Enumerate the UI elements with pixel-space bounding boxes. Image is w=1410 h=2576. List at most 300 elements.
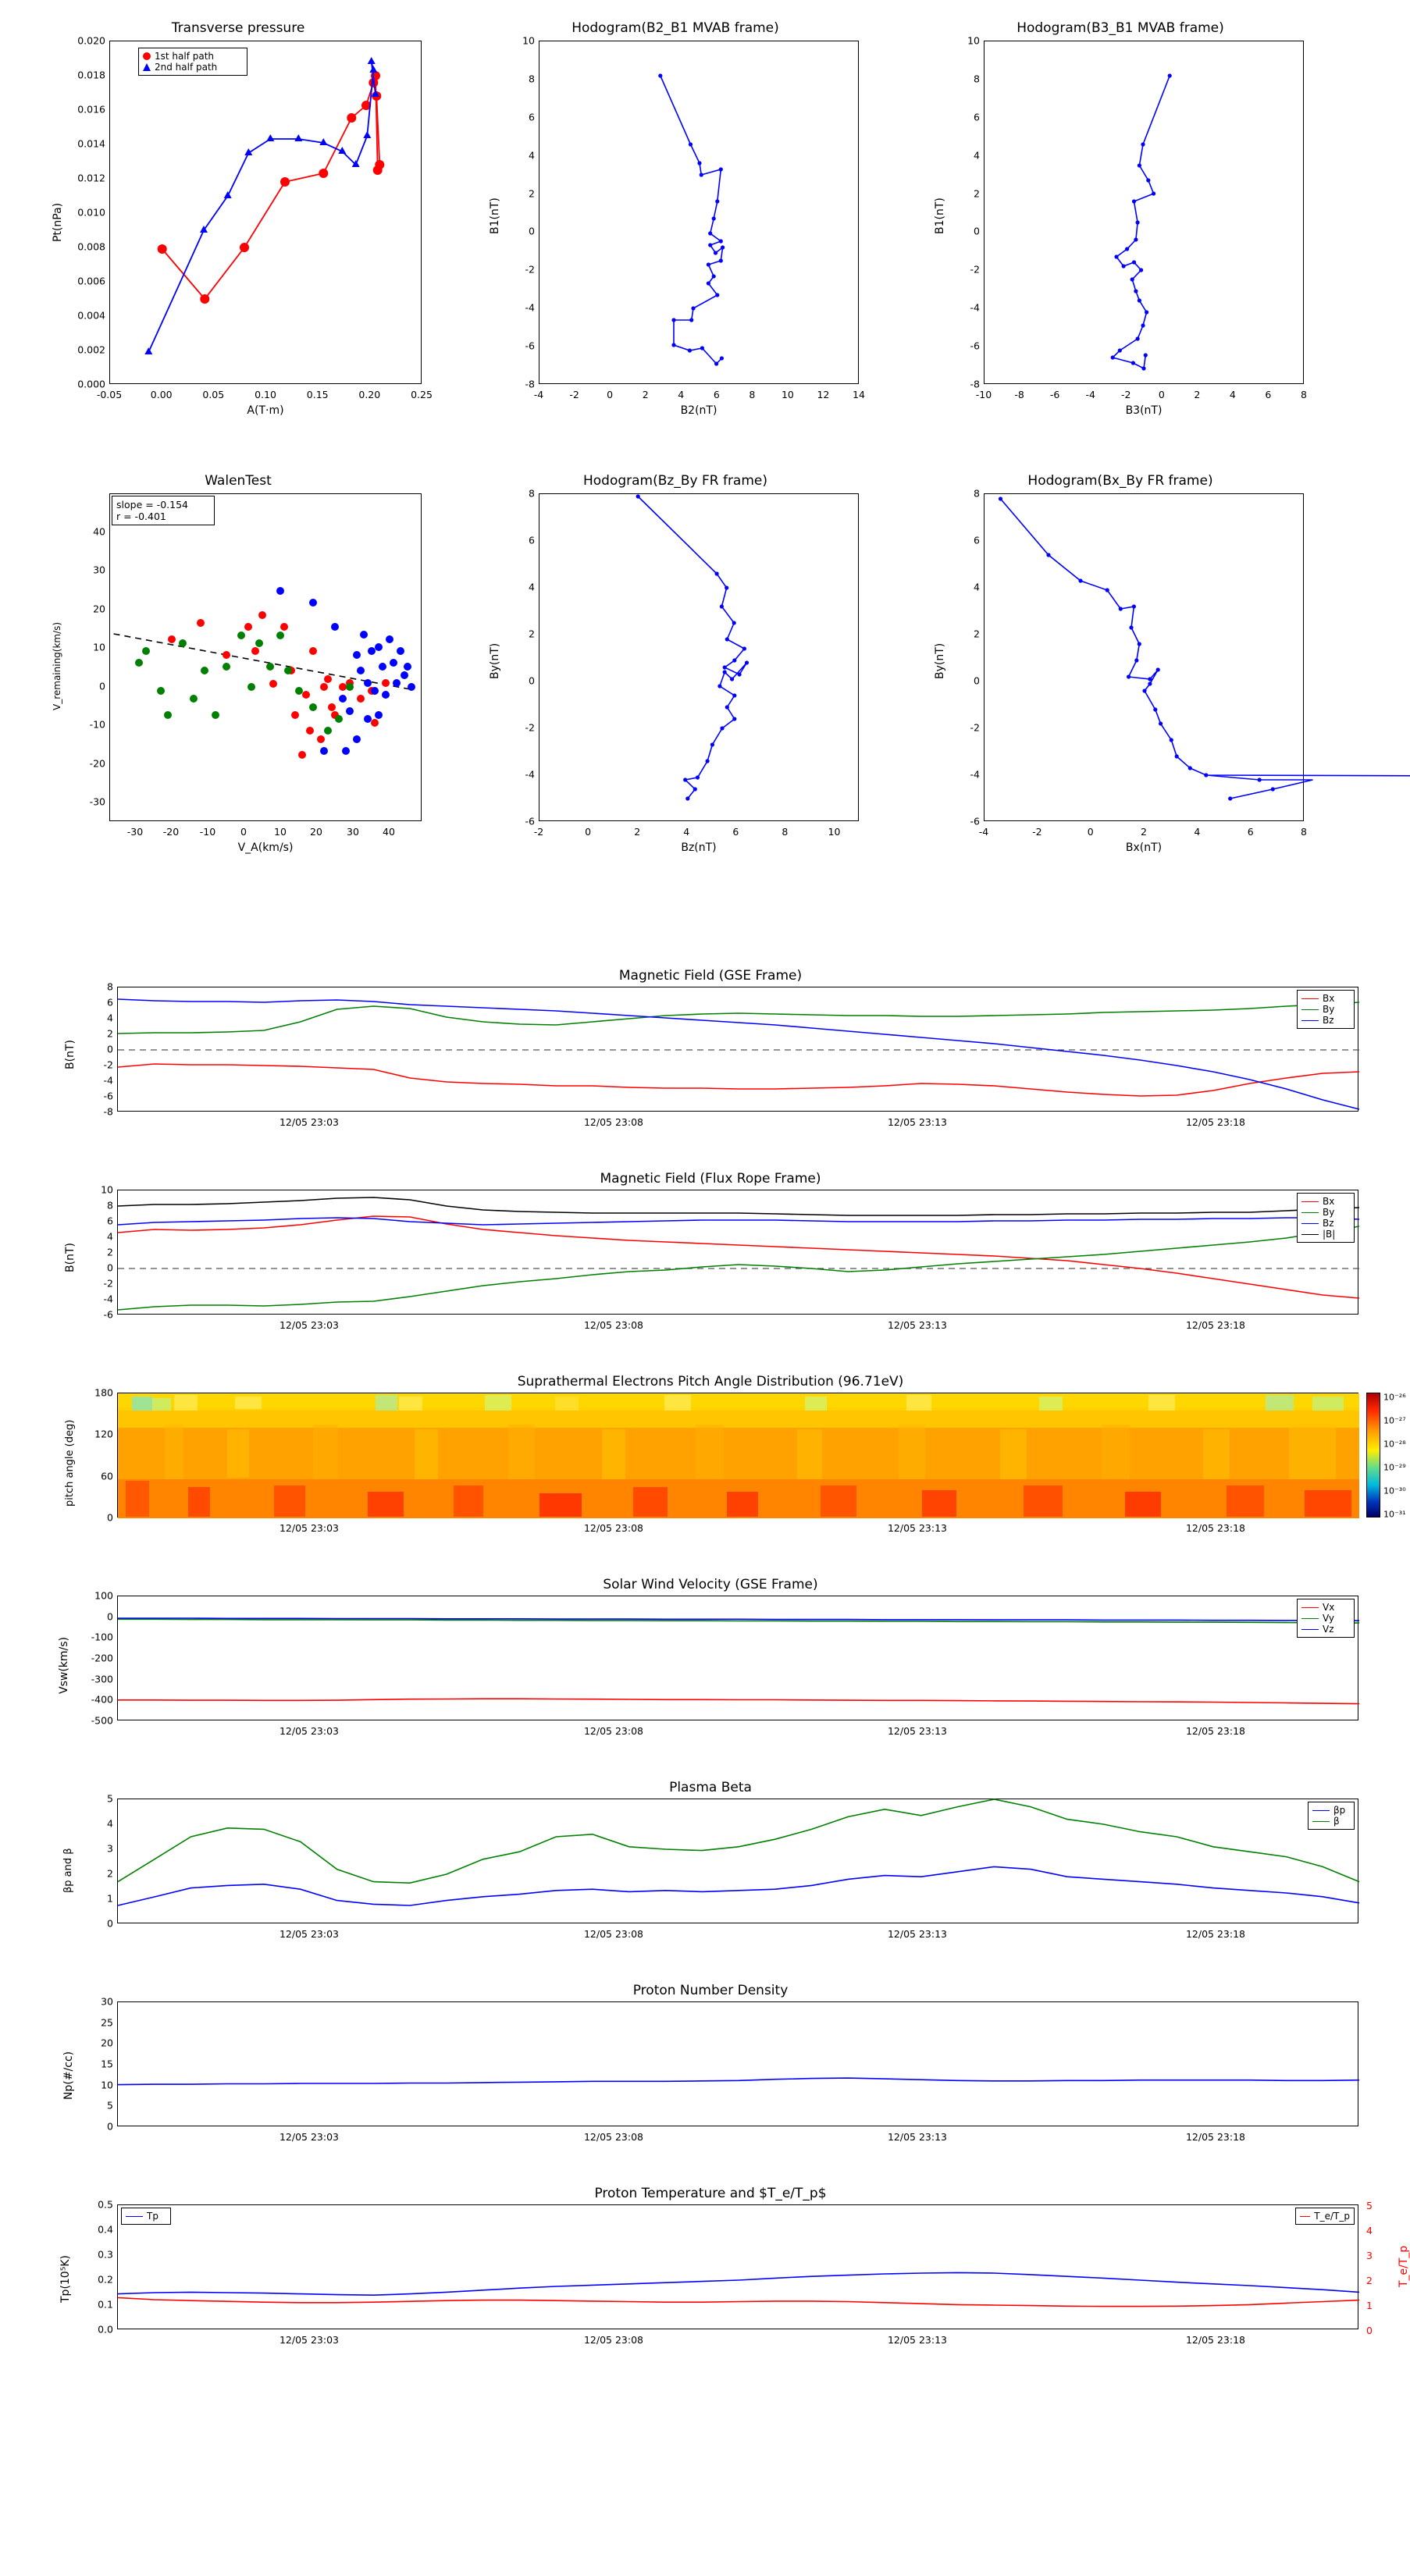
x-axis-label: Bz(nT) <box>681 841 717 854</box>
x-tick: 12/05 23:13 <box>887 1725 948 1737</box>
legend-line <box>1301 1020 1319 1021</box>
y-tick: 4 <box>974 581 980 593</box>
y-tick: 4 <box>529 581 535 593</box>
slope-text: slope = -0.154 <box>116 499 188 511</box>
x-axis-label: B3(nT) <box>1125 404 1163 417</box>
panel-transverse-pressure <box>31 16 445 422</box>
y-axis-label: By(nT) <box>489 642 501 679</box>
colorbar <box>1366 1393 1380 1517</box>
x-tick: 0.10 <box>255 389 276 400</box>
x-tick: 4 <box>678 389 685 400</box>
legend-label: Bz <box>1323 1218 1334 1229</box>
legend-label: βp <box>1333 1805 1346 1816</box>
y-tick: 0.012 <box>77 172 105 184</box>
x-tick: 2 <box>642 389 649 400</box>
legend-label: 1st half path <box>155 51 215 62</box>
y-tick: 2 <box>107 1027 113 1040</box>
x-tick: 12/05 23:03 <box>279 1319 340 1331</box>
y-tick: 0 <box>99 680 105 692</box>
y-tick: 4 <box>107 1012 113 1024</box>
y-tick: 0 <box>974 225 980 237</box>
y-tick: -10 <box>89 718 105 731</box>
y-tick: -2 <box>525 721 535 734</box>
y-axis-label: Vsw(km/s) <box>58 1636 70 1694</box>
x-tick: 0.00 <box>150 389 173 400</box>
x-tick: 12/05 23:18 <box>1185 1725 1246 1737</box>
y-tick: 30 <box>101 1995 113 2008</box>
x-tick: 12/05 23:08 <box>583 1319 644 1331</box>
legend-item <box>1312 1816 1350 1827</box>
y-tick: 0.016 <box>77 103 105 116</box>
y-tick: -4 <box>103 1074 113 1087</box>
y-tick: 25 <box>101 2016 113 2029</box>
x-tick: 12/05 23:03 <box>279 2334 340 2346</box>
y-tick: 6 <box>107 1215 113 1227</box>
y-tick: -20 <box>89 757 105 770</box>
legend-label: Vz <box>1323 1624 1334 1635</box>
y-tick: 4 <box>107 1817 113 1830</box>
y-tick: -400 <box>91 1693 113 1706</box>
legend-item <box>1301 1004 1350 1015</box>
x-tick: -4 <box>533 389 544 400</box>
y-tick-right: 1 <box>1366 2300 1373 2311</box>
x-tick: 10 <box>828 826 841 838</box>
y-tick: 10 <box>101 2079 113 2091</box>
plot-area <box>117 987 1358 1112</box>
y-tick: 10 <box>93 641 105 653</box>
y-tick: 2 <box>974 187 980 200</box>
legend-item <box>143 51 243 62</box>
y-tick: 6 <box>529 534 535 546</box>
y-tick: -6 <box>525 815 535 827</box>
y-axis-label-right: T_e/T_p <box>1398 2245 1410 2287</box>
y-tick: -2 <box>103 1277 113 1290</box>
x-tick: 12/05 23:13 <box>887 1116 948 1128</box>
y-tick: 0.0 <box>98 2323 113 2336</box>
x-tick: 10 <box>781 389 794 400</box>
y-tick: 0.4 <box>98 2223 113 2236</box>
y-axis-label: βp and β <box>62 1848 74 1893</box>
legend-item <box>1301 1218 1350 1229</box>
x-tick: -4 <box>978 826 989 838</box>
legend-label: β <box>1333 1816 1340 1827</box>
y-tick: 4 <box>974 149 980 162</box>
colorbar-tick: 10⁻³⁰ <box>1383 1485 1406 1496</box>
panel-hodogram-b2-b1 <box>468 16 882 422</box>
panel-suprathermal-electrons-pad <box>47 1374 1406 1553</box>
legend <box>138 48 247 76</box>
x-tick: 12/05 23:08 <box>583 1928 644 1940</box>
panel-title: Hodogram(Bx_By FR frame) <box>1027 473 1213 489</box>
legend-label: Bx <box>1323 993 1335 1004</box>
y-tick: 8 <box>529 73 535 85</box>
x-tick: 8 <box>1301 826 1307 838</box>
y-tick: 2 <box>107 1246 113 1258</box>
y-tick: -4 <box>970 301 980 314</box>
legend-item <box>1301 1624 1350 1635</box>
x-tick: 12/05 23:18 <box>1185 1522 1246 1534</box>
y-tick: 0.5 <box>98 2198 113 2211</box>
x-tick: 12/05 23:18 <box>1185 1116 1246 1128</box>
legend-line <box>1300 2216 1310 2217</box>
y-tick: -2 <box>970 263 980 276</box>
y-tick: -6 <box>970 340 980 352</box>
y-tick: 180 <box>94 1386 113 1399</box>
y-tick: 0.1 <box>98 2298 113 2311</box>
legend-label: Vx <box>1323 1602 1335 1613</box>
y-tick: -6 <box>525 340 535 352</box>
legend-label: By <box>1323 1004 1335 1015</box>
panel-magnetic-field-flux-rope <box>47 1171 1374 1350</box>
panel-title: Proton Temperature and $T_e/T_p$ <box>594 2186 827 2201</box>
panel-title: Plasma Beta <box>669 1780 752 1795</box>
y-tick: 60 <box>101 1470 113 1482</box>
legend-label: 2nd half path <box>155 62 218 73</box>
y-tick: -2 <box>525 263 535 276</box>
y-tick: 120 <box>94 1428 113 1440</box>
x-tick: 30 <box>347 826 359 838</box>
legend-item <box>1301 1229 1350 1240</box>
y-tick: 8 <box>529 487 535 500</box>
x-tick: 10 <box>274 826 287 838</box>
y-tick-right: 4 <box>1366 2225 1373 2236</box>
y-tick: -4 <box>525 301 535 314</box>
r-text: r = -0.401 <box>116 511 166 522</box>
y-axis-label: B1(nT) <box>934 197 946 234</box>
x-tick: 12/05 23:13 <box>887 1928 948 1940</box>
panel-hodogram-bz-by <box>468 468 882 874</box>
legend <box>1308 1802 1355 1830</box>
legend-left <box>121 2208 171 2225</box>
x-tick: -2 <box>533 826 544 838</box>
panel-title: Proton Number Density <box>632 1983 789 1998</box>
legend-line <box>1312 1810 1330 1811</box>
y-tick: 0 <box>107 1511 113 1524</box>
x-tick: 12/05 23:18 <box>1185 2131 1246 2143</box>
y-tick: 8 <box>107 1199 113 1212</box>
panel-title: Hodogram(Bz_By FR frame) <box>582 473 768 489</box>
legend <box>1297 1599 1355 1638</box>
colorbar-tick: 10⁻²⁷ <box>1383 1415 1406 1426</box>
x-tick: 12/05 23:13 <box>887 1522 948 1534</box>
plot-area <box>984 41 1304 384</box>
x-tick: 4 <box>1229 389 1236 400</box>
x-tick: 12/05 23:18 <box>1185 1928 1246 1940</box>
x-tick: 12/05 23:03 <box>279 1928 340 1940</box>
legend-label: Bx <box>1323 1196 1335 1207</box>
y-axis-label: V_remaining(km/s) <box>52 621 62 710</box>
y-tick: 8 <box>974 73 980 85</box>
y-tick: -4 <box>525 768 535 781</box>
y-tick: -4 <box>970 768 980 781</box>
x-tick: 12 <box>817 389 830 400</box>
x-tick: 0.25 <box>411 389 433 400</box>
y-axis-label: Pt(nPa) <box>52 202 64 242</box>
x-tick: 12/05 23:18 <box>1185 1319 1246 1331</box>
y-tick-right: 5 <box>1366 2200 1373 2211</box>
y-tick: 0.006 <box>77 275 105 287</box>
x-tick: 0.05 <box>202 389 225 400</box>
x-tick: 0 <box>240 826 247 838</box>
x-tick: -10 <box>199 826 216 838</box>
y-axis-label: B1(nT) <box>489 197 501 234</box>
panel-hodogram-b3-b1 <box>913 16 1327 422</box>
y-tick: 3 <box>107 1842 113 1855</box>
y-tick-right: 0 <box>1366 2325 1373 2336</box>
x-tick: 8 <box>1301 389 1307 400</box>
plot-area <box>117 1190 1358 1315</box>
x-tick: 20 <box>310 826 322 838</box>
x-tick: 6 <box>732 826 739 838</box>
legend-item <box>1301 1613 1350 1624</box>
legend-label: T_e/T_p <box>1314 2211 1350 2222</box>
y-axis-label: B(nT) <box>64 1243 77 1272</box>
x-tick: -2 <box>1120 389 1131 400</box>
x-tick: -2 <box>1032 826 1042 838</box>
x-tick: 12/05 23:08 <box>583 1522 644 1534</box>
x-axis-label: A(T·m) <box>247 404 284 417</box>
y-tick: 2 <box>974 628 980 640</box>
legend-label: Bz <box>1323 1015 1334 1026</box>
y-tick: 8 <box>107 980 113 993</box>
x-tick: 12/05 23:03 <box>279 1116 340 1128</box>
y-tick: 100 <box>94 1589 113 1602</box>
x-tick: 2 <box>1194 389 1201 400</box>
x-tick: 12/05 23:08 <box>583 1116 644 1128</box>
y-tick: 0 <box>529 674 535 687</box>
panel-solar-wind-velocity <box>47 1577 1374 1756</box>
legend-item <box>1301 1196 1350 1207</box>
legend-item <box>1312 1805 1350 1816</box>
y-tick: -8 <box>525 378 535 390</box>
panel-magnetic-field-gse <box>47 968 1374 1147</box>
panel-hodogram-bx-by <box>913 468 1327 874</box>
y-tick: 1 <box>107 1892 113 1905</box>
x-tick: 2 <box>634 826 641 838</box>
legend-item <box>126 2211 166 2222</box>
y-tick: -8 <box>103 1105 113 1118</box>
x-tick: 6 <box>713 389 720 400</box>
legend-item <box>1300 2211 1350 2222</box>
colorbar-tick: 10⁻³¹ <box>1383 1509 1406 1520</box>
y-tick: 0.008 <box>77 240 105 253</box>
y-tick: 0.010 <box>77 206 105 219</box>
y-tick: 4 <box>529 149 535 162</box>
x-tick: 40 <box>383 826 395 838</box>
x-tick: -10 <box>975 389 992 400</box>
y-tick: -100 <box>91 1631 113 1643</box>
x-tick: 14 <box>853 389 865 400</box>
y-tick: 2 <box>529 187 535 200</box>
x-tick: 12/05 23:03 <box>279 1522 340 1534</box>
y-tick: -500 <box>91 1714 113 1727</box>
legend-item <box>1301 1602 1350 1613</box>
y-tick: -4 <box>103 1293 113 1305</box>
y-axis-label: By(nT) <box>934 642 946 679</box>
x-tick: 4 <box>1194 826 1201 838</box>
panel-title: Transverse pressure <box>171 20 305 36</box>
y-tick: 6 <box>529 111 535 123</box>
x-tick: 8 <box>782 826 789 838</box>
x-tick: 2 <box>1141 826 1147 838</box>
y-tick: 0 <box>107 1917 113 1930</box>
x-tick: -2 <box>569 389 579 400</box>
y-tick: 8 <box>974 487 980 500</box>
y-tick: 0.3 <box>98 2248 113 2261</box>
x-tick: -20 <box>162 826 180 838</box>
x-tick: 12/05 23:13 <box>887 1319 948 1331</box>
legend-line <box>1312 1821 1330 1822</box>
colorbar-tick: 10⁻²⁶ <box>1383 1392 1406 1403</box>
x-tick: 12/05 23:08 <box>583 1725 644 1737</box>
x-tick: 12/05 23:13 <box>887 2131 948 2143</box>
colorbar-tick: 10⁻²⁸ <box>1383 1439 1406 1450</box>
x-tick: -0.05 <box>96 389 123 400</box>
x-axis-label: B2(nT) <box>680 404 717 417</box>
plot-area <box>117 2204 1358 2329</box>
legend-line <box>1301 998 1319 999</box>
x-tick: 12/05 23:08 <box>583 2334 644 2346</box>
y-tick: 2 <box>107 1867 113 1880</box>
plot-area <box>109 41 422 384</box>
y-tick: -300 <box>91 1673 113 1685</box>
x-tick: 8 <box>749 389 756 400</box>
y-tick: 0 <box>107 2120 113 2133</box>
y-tick: -8 <box>970 378 980 390</box>
x-tick: 0 <box>1158 389 1165 400</box>
legend-line <box>1301 1223 1319 1224</box>
x-tick: 12/05 23:13 <box>887 2334 948 2346</box>
y-tick: 0.002 <box>77 343 105 356</box>
x-tick: 12/05 23:18 <box>1185 2334 1246 2346</box>
x-tick: 0.20 <box>358 389 381 400</box>
y-tick: 5 <box>107 1792 113 1805</box>
y-tick: -30 <box>89 795 105 808</box>
legend-right <box>1295 2208 1355 2225</box>
x-tick: 0 <box>585 826 592 838</box>
y-tick: 0.004 <box>77 309 105 322</box>
legend-line <box>126 2216 143 2217</box>
legend <box>1297 990 1355 1029</box>
y-tick: 40 <box>93 525 105 538</box>
plot-area <box>117 1596 1358 1720</box>
y-tick: 20 <box>101 2037 113 2049</box>
y-tick: 0.020 <box>77 34 105 47</box>
panel-proton-number-density <box>47 1983 1374 2162</box>
x-tick: 0 <box>1087 826 1094 838</box>
y-tick: 5 <box>107 2099 113 2112</box>
y-tick: 0.000 <box>77 378 105 390</box>
x-tick: -30 <box>126 826 144 838</box>
y-tick: 0.018 <box>77 69 105 81</box>
legend-line <box>1301 1607 1319 1608</box>
plot-area <box>539 493 859 821</box>
y-tick: -6 <box>103 1090 113 1102</box>
panel-title: Magnetic Field (Flux Rope Frame) <box>600 1171 821 1187</box>
x-tick: 0.15 <box>306 389 329 400</box>
colorbar-tick: 10⁻²⁹ <box>1383 1462 1406 1473</box>
y-axis-label: pitch angle (deg) <box>64 1419 76 1507</box>
y-tick: 0 <box>107 1261 113 1274</box>
y-tick: 0 <box>107 1610 113 1623</box>
plot-area <box>109 493 422 821</box>
plot-area <box>117 1799 1358 1923</box>
y-tick: 6 <box>107 996 113 1009</box>
x-axis-label: V_A(km/s) <box>237 841 294 854</box>
x-tick: 6 <box>1247 826 1254 838</box>
x-tick: 12/05 23:03 <box>279 1725 340 1737</box>
y-tick: 0.2 <box>98 2273 113 2286</box>
legend-line <box>1301 1618 1319 1619</box>
y-tick: -6 <box>103 1308 113 1321</box>
legend-line <box>1301 1212 1319 1213</box>
legend-line <box>1301 1009 1319 1010</box>
y-tick: 4 <box>107 1230 113 1243</box>
legend-label: By <box>1323 1207 1335 1218</box>
legend-label: |B| <box>1323 1229 1336 1240</box>
y-tick: 6 <box>974 111 980 123</box>
plot-area <box>117 1393 1358 1517</box>
y-tick: -2 <box>103 1059 113 1071</box>
legend-marker-triangle <box>143 63 151 71</box>
x-tick: 4 <box>683 826 690 838</box>
y-tick: 10 <box>101 1183 113 1196</box>
legend-item <box>1301 993 1350 1004</box>
y-tick: 0 <box>529 225 535 237</box>
y-tick: 6 <box>974 534 980 546</box>
panel-walen-test <box>31 468 445 874</box>
y-tick: 0 <box>107 1043 113 1055</box>
legend-item <box>1301 1015 1350 1026</box>
y-axis-label: Np(#/cc) <box>62 2051 75 2100</box>
y-tick-right: 2 <box>1366 2275 1373 2286</box>
walen-annotation <box>112 496 215 525</box>
legend-line <box>1301 1201 1319 1202</box>
panel-title: Magnetic Field (GSE Frame) <box>618 968 803 984</box>
panel-plasma-beta <box>47 1780 1374 1959</box>
plot-area <box>984 493 1304 821</box>
panel-proton-temperature <box>47 2186 1410 2381</box>
panel-title: WalenTest <box>205 473 272 489</box>
legend-item <box>143 62 243 73</box>
x-tick: 12/05 23:08 <box>583 2131 644 2143</box>
panel-title: Hodogram(B3_B1 MVAB frame) <box>1017 20 1224 36</box>
y-tick: 10 <box>522 34 535 47</box>
legend-line <box>1301 1234 1319 1235</box>
y-tick: 30 <box>93 564 105 576</box>
x-tick: 12/05 23:03 <box>279 2131 340 2143</box>
plot-area <box>117 2001 1358 2126</box>
y-tick: 15 <box>101 2058 113 2070</box>
y-tick: 2 <box>529 628 535 640</box>
y-tick: -6 <box>970 815 980 827</box>
x-axis-label: Bx(nT) <box>1125 841 1163 854</box>
legend-marker-circle <box>143 52 151 60</box>
panel-title: Suprathermal Electrons Pitch Angle Distribution (96.71eV) <box>517 1374 904 1389</box>
y-tick: -2 <box>970 721 980 734</box>
y-tick: -200 <box>91 1652 113 1664</box>
y-tick: 20 <box>93 603 105 615</box>
y-axis-label: B(nT) <box>64 1040 77 1069</box>
y-tick: 0 <box>974 674 980 687</box>
x-tick: 0 <box>607 389 614 400</box>
y-tick: 10 <box>967 34 980 47</box>
x-tick: -4 <box>1085 389 1095 400</box>
legend-label: Tp <box>147 2211 158 2222</box>
plot-area <box>539 41 859 384</box>
x-tick: -8 <box>1014 389 1024 400</box>
legend <box>1297 1193 1355 1243</box>
